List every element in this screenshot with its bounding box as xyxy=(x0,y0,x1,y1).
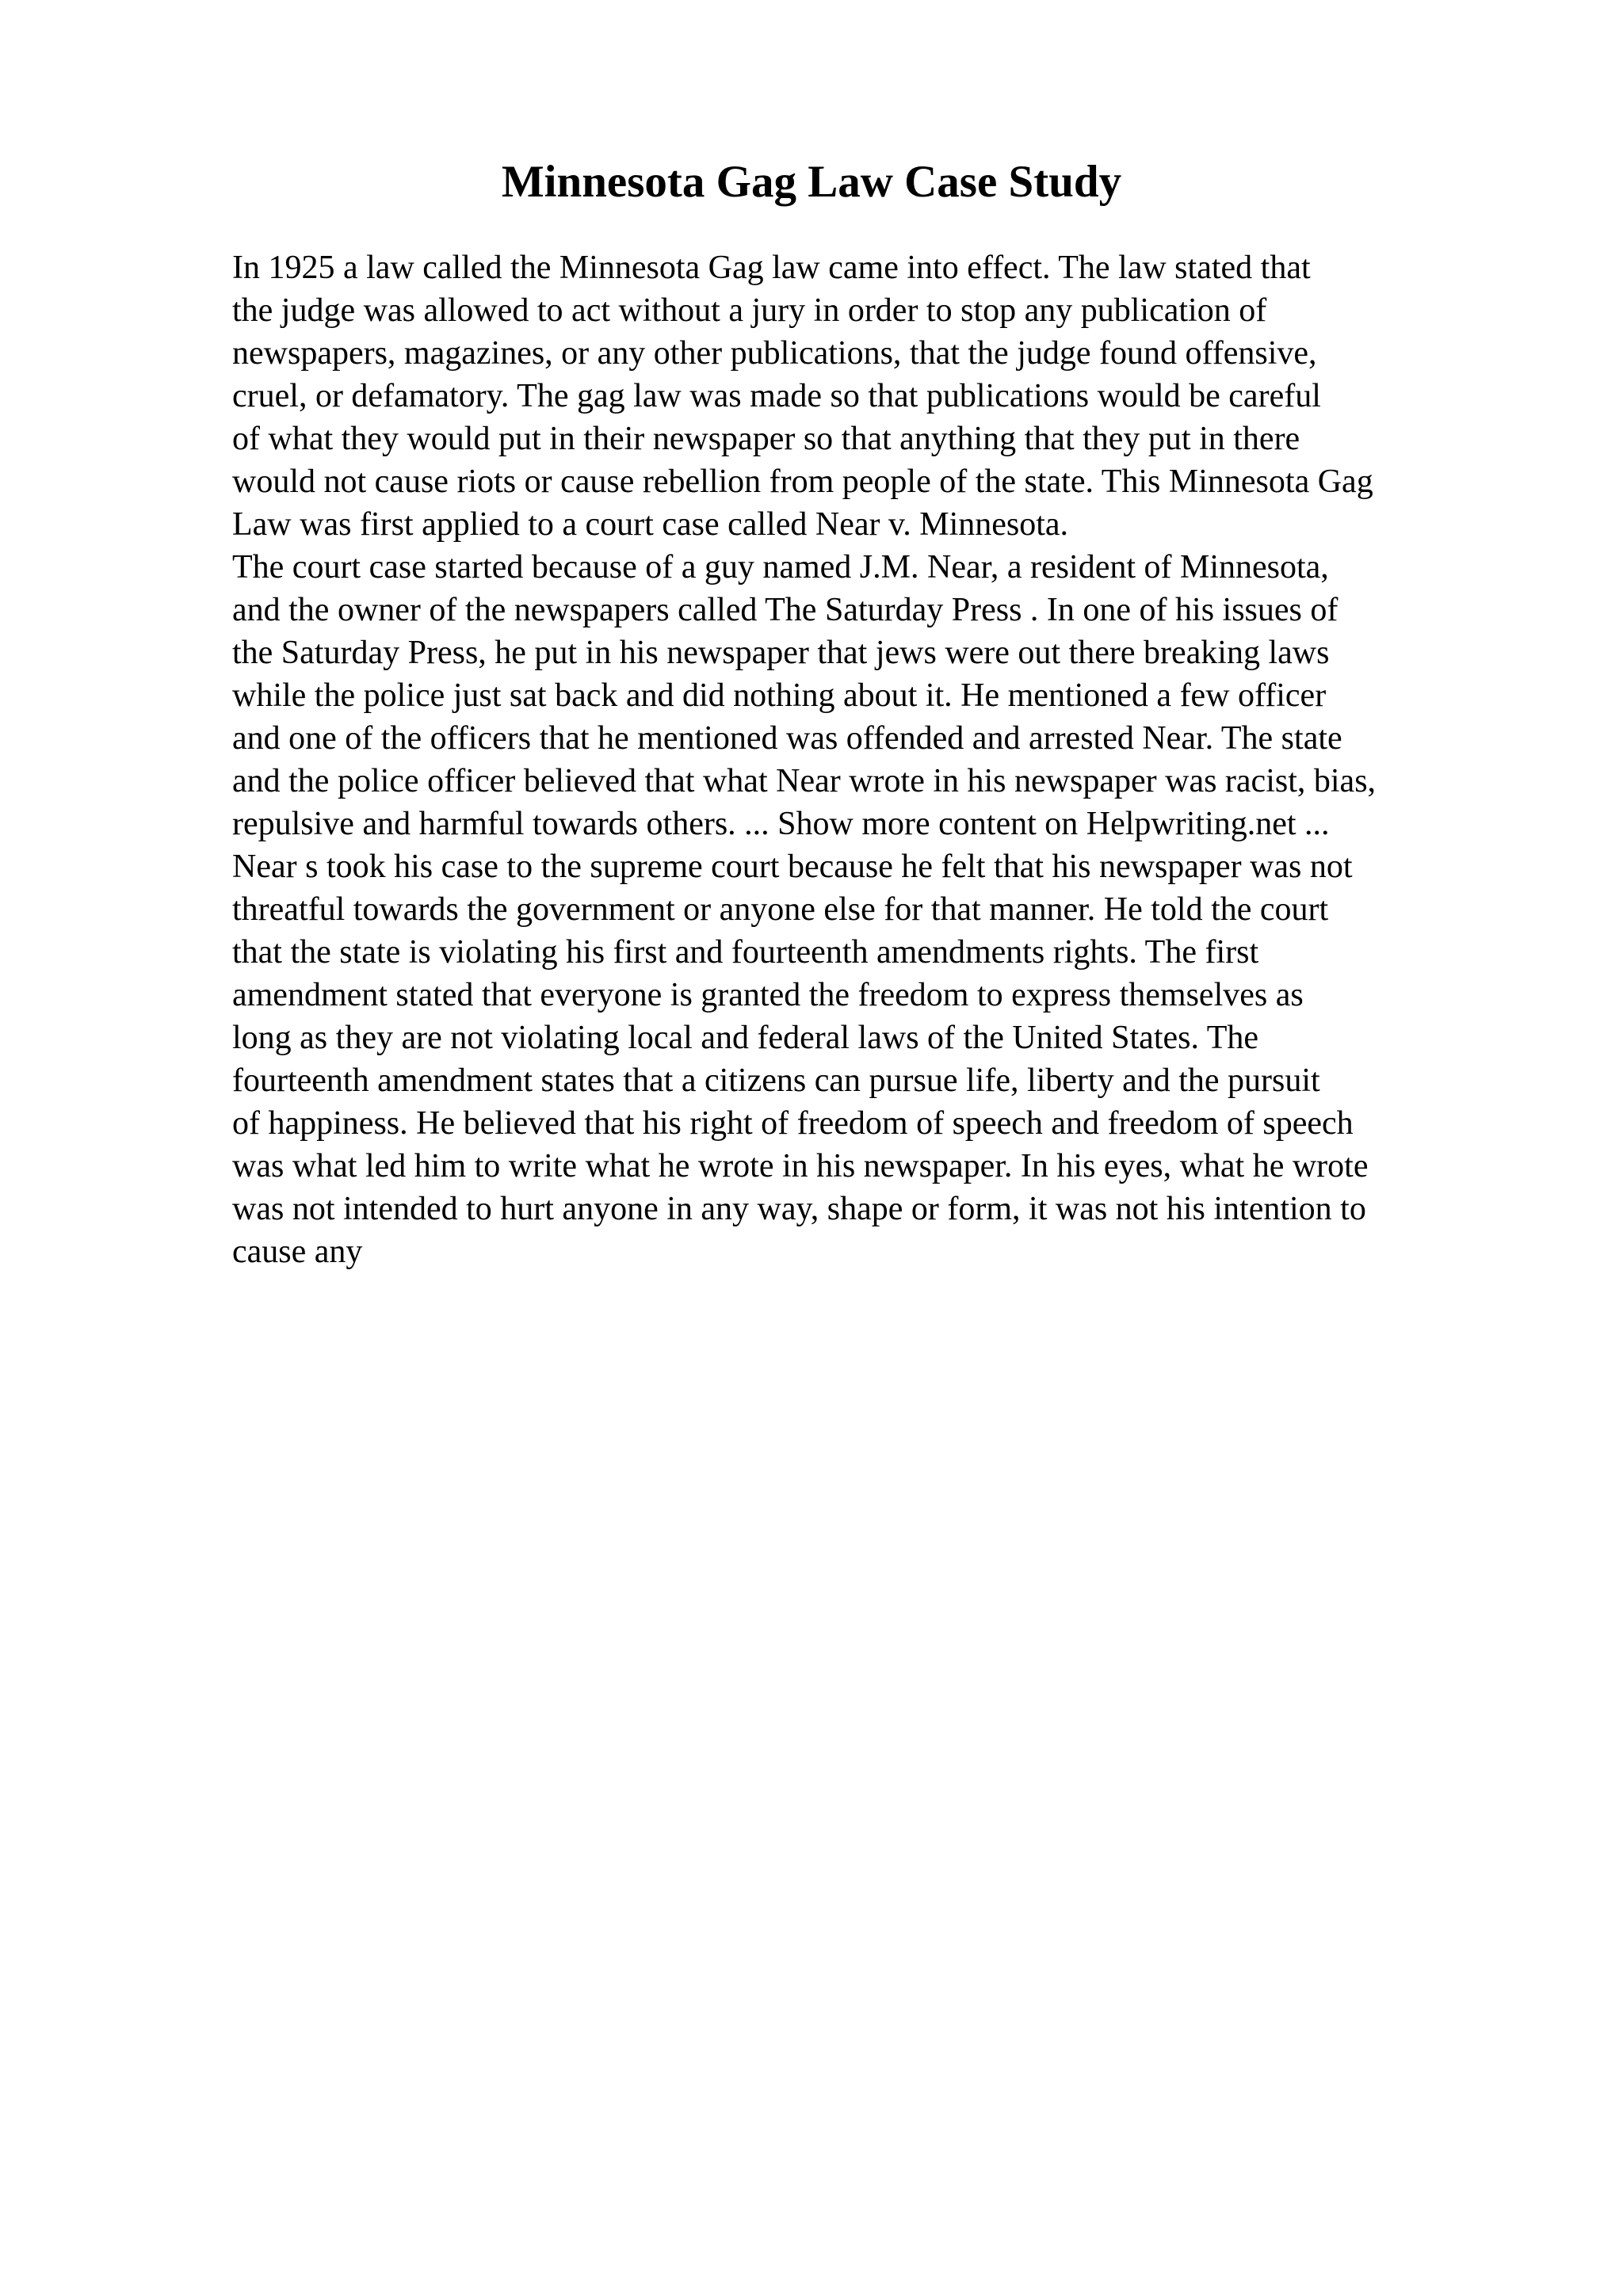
body-line: newspapers, magazines, or any other publications, that the judge found offensive, xyxy=(232,335,1317,372)
body-line: threatful towards the government or anyone else for that manner. He told the court xyxy=(232,891,1329,928)
document-title: Minnesota Gag Law Case Study xyxy=(501,157,1122,207)
body-line: fourteenth amendment states that a citizens can pursue life, liberty and the pursuit xyxy=(232,1062,1320,1099)
body-line: and the police officer believed that what Near wrote in his newspaper was racist, bias, xyxy=(232,763,1377,799)
body-line: long as they are not violating local and federal laws of the United States. The xyxy=(232,1020,1259,1056)
body-line: the judge was allowed to act without a jury in order to stop any publication of xyxy=(232,292,1267,329)
body-line: while the police just sat back and did nothing about it. He mentioned a few officer xyxy=(232,677,1327,714)
body-line: and the owner of the newspapers called The Saturday Press . In one of his issues of xyxy=(232,592,1338,628)
body-line: amendment stated that everyone is granted the freedom to express themselves as xyxy=(232,977,1304,1013)
body-line: cruel, or defamatory. The gag law was made so that publications would be careful xyxy=(232,378,1321,414)
body-line: the Saturday Press, he put in his newspaper that jews were out there breaking laws xyxy=(232,635,1330,671)
body-line: The court case started because of a guy named J.M. Near, a resident of Minnesota, xyxy=(232,549,1329,585)
document-body xyxy=(232,246,1516,1273)
body-line: In 1925 a law called the Minnesota Gag law came into effect. The law stated that xyxy=(232,250,1311,286)
body-line: would not cause riots or cause rebellion from people of the state. This Minnesota Gag xyxy=(232,463,1373,500)
body-line: was not intended to hurt anyone in any way, shape or form, it was not his intention to xyxy=(232,1191,1366,1227)
body-line: Near s took his case to the supreme court because he felt that his newspaper was not xyxy=(232,849,1353,885)
body-line: repulsive and harmful towards others. ... Show more content on Helpwriting.net ... xyxy=(232,806,1330,842)
body-line: and one of the officers that he mentioned was offended and arrested Near. The state xyxy=(232,720,1342,757)
body-line: of what they would put in their newspaper so that anything that they put in there xyxy=(232,421,1300,457)
body-line: was what led him to write what he wrote in his newspaper. In his eyes, what he wrote xyxy=(232,1148,1369,1184)
body-line: that the state is violating his first and fourteenth amendments rights. The first xyxy=(232,934,1259,971)
body-line: cause any xyxy=(232,1234,363,1270)
body-line: Law was first applied to a court case called Near v. Minnesota. xyxy=(232,506,1069,543)
body-line: of happiness. He believed that his right of freedom of speech and freedom of speech xyxy=(232,1105,1354,1142)
